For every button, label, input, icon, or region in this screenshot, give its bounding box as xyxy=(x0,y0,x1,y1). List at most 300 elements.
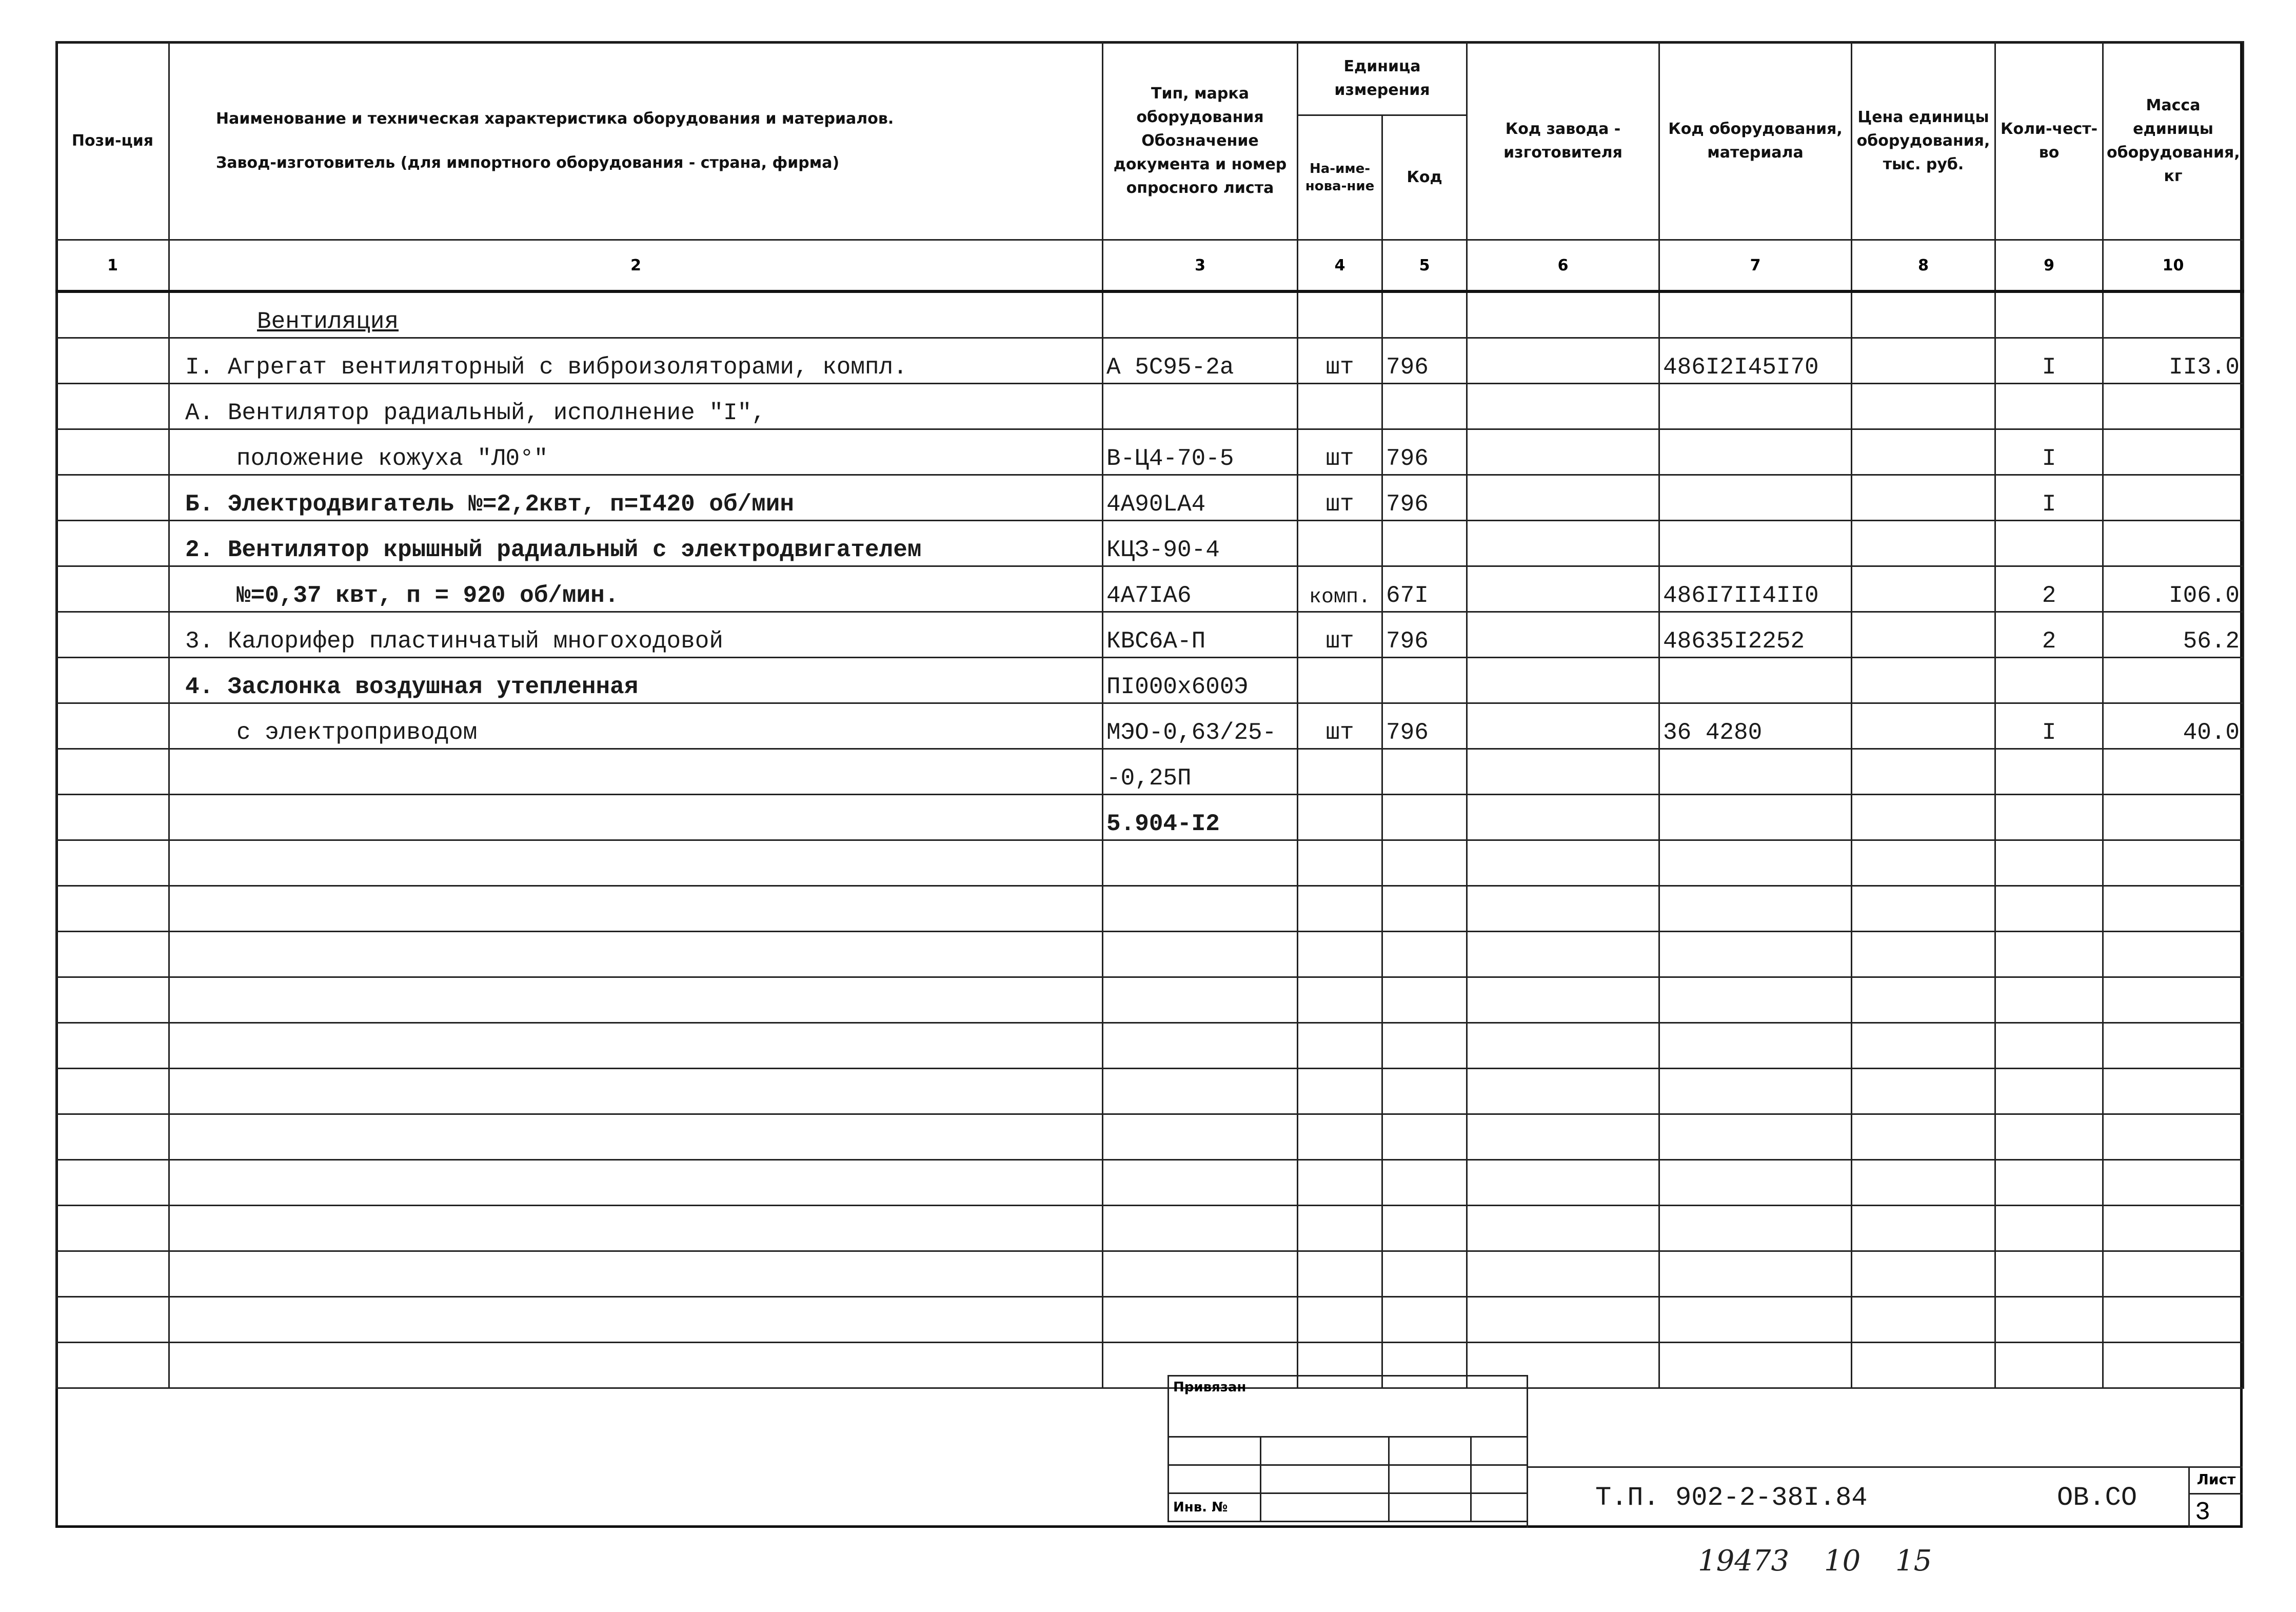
empty-cell xyxy=(1659,1297,1852,1343)
sheet-label: Лист xyxy=(2190,1466,2243,1495)
cell-pos xyxy=(56,338,169,384)
cell-plant xyxy=(1467,429,1659,475)
stamp-cell xyxy=(1261,1465,1389,1493)
cell-name: 4. Заслонка воздушная утепленная xyxy=(169,658,1103,703)
empty-cell xyxy=(1659,932,1852,977)
empty-cell xyxy=(169,1160,1103,1206)
empty-cell xyxy=(1298,1069,1382,1114)
table-row xyxy=(56,795,2244,840)
header-unit-name: На-име-нова-ние xyxy=(1298,115,1382,240)
cell-qty: I xyxy=(1995,703,2103,749)
empty-cell xyxy=(1103,1297,1298,1343)
empty-cell xyxy=(169,1023,1103,1069)
document-mark: ОВ.СО xyxy=(2057,1483,2137,1513)
empty-table-row xyxy=(56,1114,2244,1160)
cell-ucode: 796 xyxy=(1382,429,1467,475)
empty-cell xyxy=(1298,1023,1382,1069)
empty-cell xyxy=(2103,1206,2244,1251)
header-unit-code: Код xyxy=(1382,115,1467,240)
cell-qty xyxy=(1995,795,2103,840)
cell-qty xyxy=(1995,521,2103,566)
cell-type: 5.904-I2 xyxy=(1103,795,1298,840)
column-number: 3 xyxy=(1103,240,1298,292)
empty-table-row xyxy=(56,1343,2244,1388)
stamp-cell xyxy=(1261,1437,1389,1465)
empty-cell xyxy=(1467,840,1659,886)
empty-cell xyxy=(1298,1206,1382,1251)
empty-cell xyxy=(1995,1114,2103,1160)
cell-mcode xyxy=(1659,291,1852,338)
empty-cell xyxy=(1382,1069,1467,1114)
empty-cell xyxy=(1382,1251,1467,1297)
empty-cell xyxy=(1467,1114,1659,1160)
cell-unit xyxy=(1298,291,1382,338)
cell-plant xyxy=(1467,475,1659,521)
empty-cell xyxy=(1659,1251,1852,1297)
cell-mass xyxy=(2103,749,2244,795)
empty-cell xyxy=(1852,932,1995,977)
empty-cell xyxy=(1659,977,1852,1023)
cell-mass xyxy=(2103,795,2244,840)
cell-price xyxy=(1852,795,1995,840)
document-code: Т.П. 902-2-38I.84 xyxy=(1595,1483,1868,1513)
cell-price xyxy=(1852,703,1995,749)
empty-cell xyxy=(56,1343,169,1388)
header-plant-code: Код завода - изготовителя xyxy=(1467,42,1659,240)
cell-name: I. Агрегат вентиляторный с виброизоляторами, компл. xyxy=(169,338,1103,384)
cell-plant xyxy=(1467,703,1659,749)
table-row xyxy=(56,475,2244,521)
cell-name: 3. Калорифер пластинчатый многоходовой xyxy=(169,612,1103,658)
empty-cell xyxy=(1659,1206,1852,1251)
cell-unit xyxy=(1298,795,1382,840)
cell-type: 4А90LА4 xyxy=(1103,475,1298,521)
cell-ucode: 67I xyxy=(1382,566,1467,612)
empty-cell xyxy=(1382,886,1467,932)
cell-mass xyxy=(2103,658,2244,703)
cell-type xyxy=(1103,291,1298,338)
cell-mcode xyxy=(1659,429,1852,475)
cell-pos xyxy=(56,475,169,521)
empty-cell xyxy=(1852,1297,1995,1343)
empty-cell xyxy=(169,1206,1103,1251)
cell-pos xyxy=(56,612,169,658)
cell-qty: 2 xyxy=(1995,566,2103,612)
cell-type: КЦЗ-90-4 xyxy=(1103,521,1298,566)
empty-cell xyxy=(1382,977,1467,1023)
cell-mass: 56.2 xyxy=(2103,612,2244,658)
empty-cell xyxy=(1298,1251,1382,1297)
empty-cell xyxy=(56,1160,169,1206)
empty-cell xyxy=(1298,886,1382,932)
empty-cell xyxy=(1103,1251,1298,1297)
empty-cell xyxy=(1852,1251,1995,1297)
empty-cell xyxy=(1382,1206,1467,1251)
cell-unit: комп. xyxy=(1298,566,1382,612)
cell-type: 4А7IА6 xyxy=(1103,566,1298,612)
cell-name: положение кожуха "Л0°" xyxy=(169,429,1103,475)
header-name-line2: Завод-изготовитель (для импортного оборудования - страна, фирма) xyxy=(216,153,840,172)
empty-cell xyxy=(1852,1206,1995,1251)
empty-cell xyxy=(169,1114,1103,1160)
table-row xyxy=(56,384,2244,429)
empty-cell xyxy=(1995,1069,2103,1114)
empty-cell xyxy=(1995,840,2103,886)
cell-pos xyxy=(56,658,169,703)
cell-price xyxy=(1852,521,1995,566)
empty-cell xyxy=(1382,1114,1467,1160)
specification-body xyxy=(56,291,2244,1388)
empty-cell xyxy=(1995,1206,2103,1251)
empty-cell xyxy=(2103,1251,2244,1297)
cell-mcode xyxy=(1659,384,1852,429)
title-block-line xyxy=(1527,1466,2243,1468)
empty-cell xyxy=(169,1251,1103,1297)
binding-stamp xyxy=(1167,1375,1528,1522)
cell-price xyxy=(1852,612,1995,658)
stamp-privyazan: Привязан xyxy=(1169,1376,1528,1437)
empty-cell xyxy=(1995,1297,2103,1343)
empty-table-row xyxy=(56,886,2244,932)
empty-cell xyxy=(2103,840,2244,886)
cell-name xyxy=(169,795,1103,840)
cell-qty: 2 xyxy=(1995,612,2103,658)
table-row xyxy=(56,338,2244,384)
empty-table-row xyxy=(56,1297,2244,1343)
empty-table-row xyxy=(56,1206,2244,1251)
header-material-code: Код оборудования, материала xyxy=(1659,42,1852,240)
cell-mcode xyxy=(1659,521,1852,566)
table-row xyxy=(56,291,2244,338)
empty-cell xyxy=(2103,932,2244,977)
cell-name: Б. Электродвигатель №=2,2квт, п=I420 об/мин xyxy=(169,475,1103,521)
empty-cell xyxy=(1298,1297,1382,1343)
empty-cell xyxy=(1103,886,1298,932)
empty-cell xyxy=(2103,1160,2244,1206)
cell-pos xyxy=(56,566,169,612)
cell-name: Вентиляция xyxy=(169,291,1103,338)
empty-cell xyxy=(56,932,169,977)
empty-cell xyxy=(56,1251,169,1297)
stamp-cell xyxy=(1471,1465,1528,1493)
cell-mass: 40.0 xyxy=(2103,703,2244,749)
cell-qty xyxy=(1995,749,2103,795)
cell-type: МЭО-0,63/25- xyxy=(1103,703,1298,749)
empty-cell xyxy=(1659,1160,1852,1206)
cell-pos xyxy=(56,703,169,749)
empty-cell xyxy=(1852,1343,1995,1388)
empty-cell xyxy=(1103,840,1298,886)
cell-ucode xyxy=(1382,749,1467,795)
empty-cell xyxy=(1659,1343,1852,1388)
cell-mass xyxy=(2103,384,2244,429)
empty-cell xyxy=(1659,1114,1852,1160)
empty-cell xyxy=(1382,840,1467,886)
column-number: 4 xyxy=(1298,240,1382,292)
empty-table-row xyxy=(56,932,2244,977)
empty-cell xyxy=(56,977,169,1023)
empty-cell xyxy=(169,977,1103,1023)
column-number: 6 xyxy=(1467,240,1659,292)
column-number: 10 xyxy=(2103,240,2244,292)
empty-cell xyxy=(1852,840,1995,886)
empty-cell xyxy=(169,1069,1103,1114)
empty-cell xyxy=(2103,1023,2244,1069)
empty-cell xyxy=(1467,1069,1659,1114)
cell-plant xyxy=(1467,749,1659,795)
cell-unit xyxy=(1298,658,1382,703)
cell-type: ПI000х600Э xyxy=(1103,658,1298,703)
cell-qty: I xyxy=(1995,429,2103,475)
handwritten-note: 19473 10 15 xyxy=(1698,1544,1932,1578)
cell-mcode xyxy=(1659,658,1852,703)
empty-cell xyxy=(1103,1206,1298,1251)
stamp-cell xyxy=(1169,1465,1261,1493)
cell-name xyxy=(169,749,1103,795)
empty-cell xyxy=(1103,1023,1298,1069)
empty-cell xyxy=(169,840,1103,886)
cell-pos xyxy=(56,384,169,429)
cell-name: с электроприводом xyxy=(169,703,1103,749)
empty-cell xyxy=(1852,1114,1995,1160)
empty-cell xyxy=(169,932,1103,977)
empty-cell xyxy=(2103,977,2244,1023)
cell-qty xyxy=(1995,658,2103,703)
column-number: 1 xyxy=(56,240,169,292)
cell-name: №=0,37 квт, п = 920 об/мин. xyxy=(169,566,1103,612)
empty-cell xyxy=(1852,1160,1995,1206)
header-quantity: Коли-чест-во xyxy=(1995,42,2103,240)
empty-cell xyxy=(1852,886,1995,932)
empty-cell xyxy=(2103,886,2244,932)
empty-cell xyxy=(169,1343,1103,1388)
empty-cell xyxy=(1995,932,2103,977)
header-name xyxy=(169,42,1103,240)
cell-pos xyxy=(56,521,169,566)
header-mass: Масса единицы оборудования, кг xyxy=(2103,42,2244,240)
cell-qty: I xyxy=(1995,338,2103,384)
empty-cell xyxy=(56,840,169,886)
cell-ucode xyxy=(1382,384,1467,429)
empty-cell xyxy=(1382,1160,1467,1206)
cell-mass xyxy=(2103,291,2244,338)
empty-cell xyxy=(1382,1297,1467,1343)
empty-cell xyxy=(1298,840,1382,886)
empty-table-row xyxy=(56,977,2244,1023)
cell-mass: II3.0 xyxy=(2103,338,2244,384)
empty-cell xyxy=(56,1114,169,1160)
empty-cell xyxy=(1995,977,2103,1023)
cell-mcode xyxy=(1659,795,1852,840)
empty-cell xyxy=(1467,1251,1659,1297)
table-row xyxy=(56,749,2244,795)
table-row xyxy=(56,566,2244,612)
cell-ucode: 796 xyxy=(1382,475,1467,521)
empty-cell xyxy=(1103,1160,1298,1206)
cell-mcode: 36 4280 xyxy=(1659,703,1852,749)
empty-cell xyxy=(2103,1114,2244,1160)
empty-cell xyxy=(56,1297,169,1343)
cell-mass xyxy=(2103,521,2244,566)
column-number: 9 xyxy=(1995,240,2103,292)
header-row xyxy=(56,42,2244,115)
empty-cell xyxy=(1298,977,1382,1023)
table-row xyxy=(56,658,2244,703)
sheet-number: 3 xyxy=(2195,1498,2211,1527)
cell-mass: I06.0 xyxy=(2103,566,2244,612)
empty-cell xyxy=(169,886,1103,932)
cell-ucode xyxy=(1382,291,1467,338)
cell-plant xyxy=(1467,384,1659,429)
cell-plant xyxy=(1467,612,1659,658)
empty-cell xyxy=(1995,886,2103,932)
specification-table xyxy=(55,41,2244,1389)
cell-unit: шт xyxy=(1298,429,1382,475)
stamp-cell xyxy=(1169,1437,1261,1465)
header-position: Пози-ция xyxy=(56,42,169,240)
header-name-line1: Наименование и техническая характеристика оборудования и материалов. xyxy=(216,109,894,128)
empty-table-row xyxy=(56,1069,2244,1114)
cell-type: -0,25П xyxy=(1103,749,1298,795)
header-price: Цена единицы оборудования, тыс. руб. xyxy=(1852,42,1995,240)
cell-ucode: 796 xyxy=(1382,338,1467,384)
cell-unit: шт xyxy=(1298,475,1382,521)
column-number: 8 xyxy=(1852,240,1995,292)
empty-cell xyxy=(1852,1069,1995,1114)
stamp-cell xyxy=(1389,1465,1471,1493)
cell-type: КВС6А-П xyxy=(1103,612,1298,658)
column-number: 2 xyxy=(169,240,1103,292)
cell-unit xyxy=(1298,521,1382,566)
cell-type: В-Ц4-70-5 xyxy=(1103,429,1298,475)
cell-ucode xyxy=(1382,795,1467,840)
cell-price xyxy=(1852,291,1995,338)
empty-cell xyxy=(1467,1023,1659,1069)
stamp-cell xyxy=(1471,1437,1528,1465)
cell-ucode: 796 xyxy=(1382,703,1467,749)
empty-cell xyxy=(1467,932,1659,977)
cell-unit: шт xyxy=(1298,338,1382,384)
cell-plant xyxy=(1467,291,1659,338)
cell-unit: шт xyxy=(1298,703,1382,749)
cell-ucode xyxy=(1382,521,1467,566)
empty-cell xyxy=(2103,1069,2244,1114)
stamp-cell xyxy=(1389,1437,1471,1465)
empty-cell xyxy=(1382,932,1467,977)
empty-cell xyxy=(1659,886,1852,932)
empty-cell xyxy=(169,1297,1103,1343)
empty-cell xyxy=(1467,886,1659,932)
cell-unit xyxy=(1298,384,1382,429)
cell-mcode: 486I7II4II0 xyxy=(1659,566,1852,612)
cell-ucode: 796 xyxy=(1382,612,1467,658)
table-row xyxy=(56,521,2244,566)
cell-name: 2. Вентилятор крышный радиальный с электродвигателем xyxy=(169,521,1103,566)
table-row xyxy=(56,429,2244,475)
empty-cell xyxy=(1467,1160,1659,1206)
empty-cell xyxy=(1103,977,1298,1023)
stamp-inv-no: Инв. № xyxy=(1169,1493,1261,1522)
stamp-cell xyxy=(1471,1493,1528,1522)
empty-cell xyxy=(1659,1023,1852,1069)
column-number: 5 xyxy=(1382,240,1467,292)
empty-table-row xyxy=(56,1251,2244,1297)
empty-cell xyxy=(1467,1206,1659,1251)
empty-cell xyxy=(1103,1114,1298,1160)
empty-cell xyxy=(56,1069,169,1114)
cell-qty xyxy=(1995,291,2103,338)
cell-price xyxy=(1852,566,1995,612)
empty-table-row xyxy=(56,1160,2244,1206)
cell-plant xyxy=(1467,658,1659,703)
cell-ucode xyxy=(1382,658,1467,703)
empty-cell xyxy=(1995,1023,2103,1069)
stamp-cell xyxy=(1389,1493,1471,1522)
empty-cell xyxy=(1298,1160,1382,1206)
table-row xyxy=(56,612,2244,658)
cell-price xyxy=(1852,658,1995,703)
cell-pos xyxy=(56,429,169,475)
header-type: Тип, марка оборудования Обозначение документа и номер опросного листа xyxy=(1103,42,1298,240)
cell-pos xyxy=(56,291,169,338)
cell-price xyxy=(1852,749,1995,795)
cell-plant xyxy=(1467,521,1659,566)
empty-cell xyxy=(1852,1023,1995,1069)
empty-cell xyxy=(1995,1251,2103,1297)
empty-cell xyxy=(1382,1023,1467,1069)
empty-cell xyxy=(1298,932,1382,977)
cell-plant xyxy=(1467,338,1659,384)
cell-mcode xyxy=(1659,749,1852,795)
header-unit-group: Единица измерения xyxy=(1298,42,1467,115)
empty-cell xyxy=(1659,1069,1852,1114)
empty-cell xyxy=(1467,1297,1659,1343)
stamp-cell xyxy=(1261,1493,1389,1522)
empty-cell xyxy=(1298,1114,1382,1160)
table-row xyxy=(56,703,2244,749)
empty-cell xyxy=(56,1023,169,1069)
empty-cell xyxy=(56,886,169,932)
column-number-row xyxy=(56,240,2244,292)
cell-name: А. Вентилятор радиальный, исполнение "I", xyxy=(169,384,1103,429)
empty-cell xyxy=(1659,840,1852,886)
empty-cell xyxy=(1103,932,1298,977)
cell-mcode xyxy=(1659,475,1852,521)
cell-unit: шт xyxy=(1298,612,1382,658)
empty-table-row xyxy=(56,1023,2244,1069)
cell-price xyxy=(1852,429,1995,475)
cell-price xyxy=(1852,384,1995,429)
empty-table-row xyxy=(56,840,2244,886)
sheet-box xyxy=(2188,1466,2243,1528)
cell-qty: I xyxy=(1995,475,2103,521)
cell-plant xyxy=(1467,795,1659,840)
cell-unit xyxy=(1298,749,1382,795)
empty-cell xyxy=(1467,977,1659,1023)
cell-mcode: 48635I2252 xyxy=(1659,612,1852,658)
cell-type xyxy=(1103,384,1298,429)
cell-mass xyxy=(2103,475,2244,521)
cell-price xyxy=(1852,338,1995,384)
empty-cell xyxy=(1995,1343,2103,1388)
cell-type: А 5С95-2а xyxy=(1103,338,1298,384)
cell-pos xyxy=(56,749,169,795)
cell-mass xyxy=(2103,429,2244,475)
cell-pos xyxy=(56,795,169,840)
empty-cell xyxy=(56,1206,169,1251)
cell-price xyxy=(1852,475,1995,521)
empty-cell xyxy=(1103,1069,1298,1114)
